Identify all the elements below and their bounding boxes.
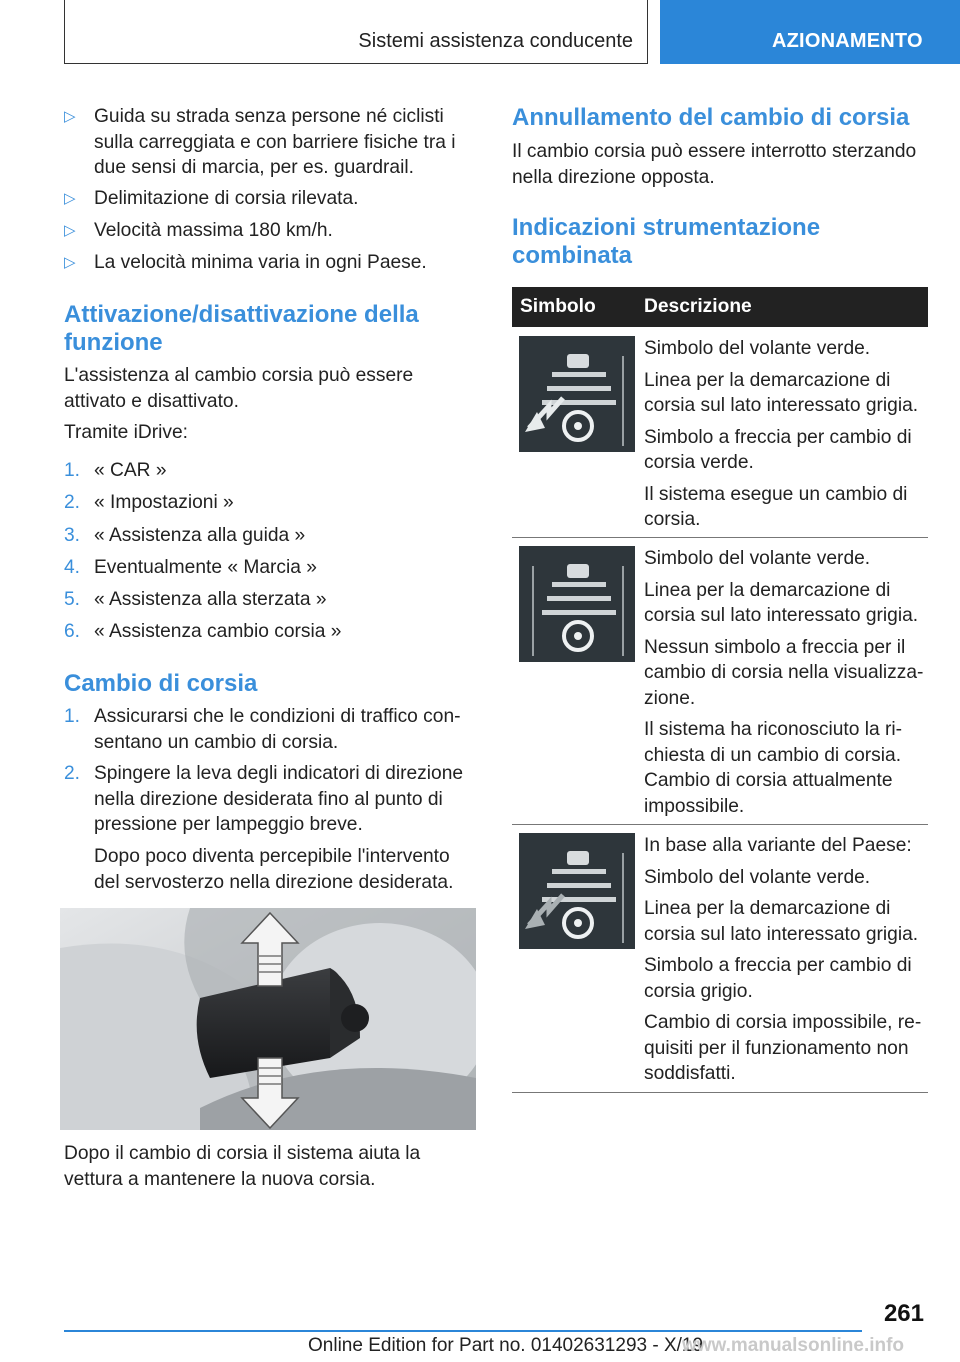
step-number: 2. xyxy=(64,492,81,513)
step-text: « Assistenza alla guida » xyxy=(94,525,306,546)
step-text: « CAR » xyxy=(94,460,167,481)
step-number: 1. xyxy=(64,460,81,481)
description-line: Linea per la demarcazione di corsia sul lato interessato grigia. xyxy=(644,898,919,945)
turn-signal-lever-photo xyxy=(60,908,476,1130)
bullet-text: Delimitazione di corsia rilevata. xyxy=(94,188,359,209)
list-item xyxy=(64,490,478,516)
list-item xyxy=(64,704,478,755)
step-number: 2. xyxy=(64,763,81,784)
lane-change-active-icon xyxy=(519,336,635,452)
list-item xyxy=(64,104,478,181)
description-line: Cambio di corsia impossibile, re-quisiti per il funzionamento non soddisfatti. xyxy=(644,1012,922,1084)
step-number: 4. xyxy=(64,557,81,578)
list-item xyxy=(64,761,478,838)
section-heading: Annullamento del cambio di corsia xyxy=(512,104,910,131)
list-item xyxy=(64,458,478,484)
description-line: Nessun simbolo a freccia per il cambio di corsia nella visualizza-zione. xyxy=(644,636,924,709)
bullet-text: La velocità minima varia in ogni Paese. xyxy=(94,252,427,273)
description-cell xyxy=(644,546,928,825)
step-text: « Impostazioni » xyxy=(94,492,234,513)
description-line: Simbolo a freccia per cambio di corsia verde. xyxy=(644,426,912,473)
header-title: Sistemi assistenza conducente xyxy=(358,30,633,52)
description-cell xyxy=(644,833,928,1093)
step-note: Dopo poco diventa percepibile l'intervento del servosterzo nella direzione desiderata. xyxy=(94,846,454,893)
table-header xyxy=(512,287,928,327)
column-header-description: Descrizione xyxy=(644,296,752,317)
watermark: www.manualsonline.info xyxy=(682,1335,905,1356)
description-line: In base alla variante del Paese: xyxy=(644,835,912,856)
lane-change-unavailable-icon xyxy=(519,833,635,949)
description-line: Simbolo del volante verde. xyxy=(644,338,871,359)
step-number: 3. xyxy=(64,525,81,546)
list-item xyxy=(64,186,478,212)
bullet-text: Velocità massima 180 km/h. xyxy=(94,220,333,241)
section-heading: Cambio di corsia xyxy=(64,670,258,697)
step-number: 6. xyxy=(64,621,81,642)
section-heading: Indicazioni strumentazione combinata xyxy=(512,214,821,269)
step-number: 1. xyxy=(64,706,81,727)
triangle-bullet-icon: ▷ xyxy=(64,222,76,239)
bullet-text: Guida su strada senza persone né ciclisti sulla carreggiata e con barriere fisiche tra i due sensi di marcia, per es. guardrail. xyxy=(94,106,456,178)
triangle-bullet-icon: ▷ xyxy=(64,190,76,207)
description-line: Simbolo a freccia per cambio di corsia grigio. xyxy=(644,955,912,1002)
description-line: Linea per la demarcazione di corsia sul lato interessato grigia. xyxy=(644,579,919,626)
section-heading: Attivazione/disattivazione della funzione xyxy=(64,301,419,356)
header-title-box xyxy=(64,0,648,64)
step-text: Spingere la leva degli indicatori di direzione nella direzione desiderata fino al punto di pressione per lampeggio breve. xyxy=(94,763,464,835)
list-item xyxy=(64,619,478,645)
description-line: Simbolo del volante verde. xyxy=(644,866,871,888)
description-cell xyxy=(644,336,928,539)
step-number: 5. xyxy=(64,589,81,610)
step-text: « Assistenza cambio corsia » xyxy=(94,621,342,642)
step-text: Assicurarsi che le condizioni di traffico con-sentano un cambio di corsia. xyxy=(94,706,461,753)
footer-edition: Online Edition for Part no. 01402631293 - X/19 xyxy=(308,1335,704,1356)
step-text: « Assistenza alla sterzata » xyxy=(94,589,327,610)
list-item xyxy=(64,523,478,549)
footer-divider xyxy=(64,1330,862,1332)
triangle-bullet-icon: ▷ xyxy=(64,254,76,271)
row-divider xyxy=(512,824,928,825)
description-line: Il sistema esegue un cambio di corsia. xyxy=(644,483,908,530)
description-line: Il sistema ha riconosciuto la ri-chiesta di un cambio di corsia. Cambio di corsia attualmente impossibile. xyxy=(644,719,903,817)
list-item xyxy=(64,250,478,276)
step-text: Eventualmente « Marcia » xyxy=(94,557,317,578)
lane-change-blocked-icon xyxy=(519,546,635,662)
column-header-symbol: Simbolo xyxy=(520,296,596,317)
paragraph: Dopo il cambio di corsia il sistema aiuta la vettura a mantenere la nuova corsia. xyxy=(64,1143,421,1190)
paragraph: L'assistenza al cambio corsia può essere attivato e disattivato. xyxy=(64,365,414,412)
triangle-bullet-icon: ▷ xyxy=(64,108,76,125)
list-item xyxy=(64,587,478,613)
list-item xyxy=(64,218,478,244)
description-line: Linea per la demarcazione di corsia sul lato interessato grigia. xyxy=(644,369,919,416)
section-tab: AZIONAMENTO xyxy=(660,0,960,64)
paragraph: Tramite iDrive: xyxy=(64,422,189,443)
paragraph: Il cambio corsia può essere interrotto sterzando nella direzione opposta. xyxy=(512,141,917,188)
row-divider xyxy=(512,537,928,538)
row-divider xyxy=(512,1092,928,1093)
description-line: Simbolo del volante verde. xyxy=(644,548,871,569)
page-number: 261 xyxy=(883,1300,924,1327)
list-item xyxy=(64,555,478,581)
